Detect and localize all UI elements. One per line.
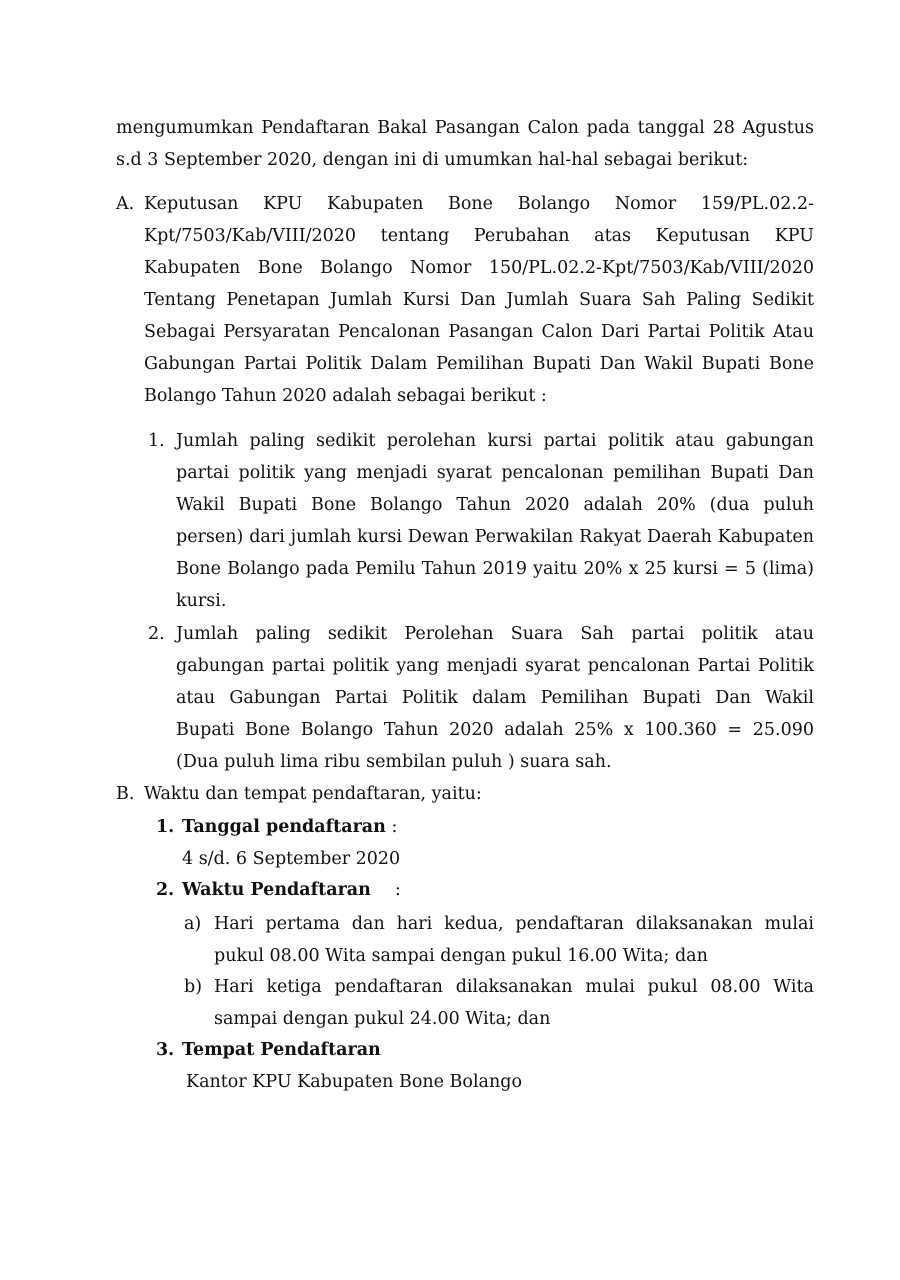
section-a-marker: A. <box>116 194 135 214</box>
item-line: kursi. <box>176 591 227 611</box>
item-label: Tempat Pendaftaran <box>182 1040 381 1060</box>
registration-place: Kantor KPU Kabupaten Bone Bolango <box>186 1072 522 1092</box>
item-colon: : <box>394 880 401 900</box>
letter-marker: a) <box>184 914 202 934</box>
letter-marker: b) <box>184 977 203 997</box>
section-a-line: Bolango Tahun 2020 adalah sebagai berikut : <box>144 386 547 406</box>
section-a-item-1 <box>148 425 814 617</box>
section-a-line: Sebagai Persyaratan Pencalonan Pasangan Calon Dari Partai Politik Atau <box>144 322 814 342</box>
section-a-line: Keputusan KPU Kabupaten Bone Bolango Nomor 159/PL.02.2- <box>144 194 814 214</box>
section-b-item-2 <box>156 874 814 906</box>
registration-date: 4 s/d. 6 September 2020 <box>182 849 401 869</box>
section-b-heading: Waktu dan tempat pendaftaran, yaitu: <box>144 784 482 804</box>
section-b-item-2b <box>184 971 814 1035</box>
section-a-text <box>144 188 814 412</box>
item-label: Waktu Pendaftaran <box>182 880 371 900</box>
item-marker: 2. <box>148 624 165 644</box>
section-b-item-3 <box>156 1034 814 1098</box>
letter-line: sampai dengan pukul 24.00 Wita; dan <box>214 1009 551 1029</box>
item-line: Wakil Bupati Bone Bolango Tahun 2020 adalah 20% (dua puluh <box>176 495 814 515</box>
item-line: partai politik yang menjadi syarat pencalonan pemilihan Bupati Dan <box>176 463 814 483</box>
item-marker: 1. <box>148 431 165 451</box>
item-line: Bone Bolango pada Pemilu Tahun 2019 yaitu 20% x 25 kursi = 5 (lima) <box>176 559 814 579</box>
item-line: Jumlah paling sedikit perolehan kursi partai politik atau gabungan <box>176 431 814 451</box>
section-b <box>116 778 814 810</box>
section-b-item-2a <box>184 908 814 972</box>
item-text <box>176 425 814 617</box>
item-marker: 1. <box>156 817 175 837</box>
item-line: atau Gabungan Partai Politik dalam Pemilihan Bupati Dan Wakil <box>176 688 814 708</box>
section-a-line: Kabupaten Bone Bolango Nomor 150/PL.02.2-Kpt/7503/Kab/VIII/2020 <box>144 258 814 278</box>
section-a-line: Tentang Penetapan Jumlah Kursi Dan Jumlah Suara Sah Paling Sedikit <box>144 290 814 310</box>
item-text <box>176 618 814 778</box>
section-a-line: Kpt/7503/Kab/VIII/2020 tentang Perubahan atas Keputusan KPU <box>144 226 814 246</box>
item-line: persen) dari jumlah kursi Dewan Perwakilan Rakyat Daerah Kabupaten <box>176 527 814 547</box>
section-a <box>116 188 814 412</box>
letter-line: pukul 08.00 Wita sampai dengan pukul 16.00 Wita; dan <box>214 946 708 966</box>
item-label: Tanggal pendaftaran <box>182 817 386 837</box>
intro-paragraph <box>116 112 814 176</box>
letter-line: Hari ketiga pendaftaran dilaksanakan mulai pukul 08.00 Wita <box>214 977 814 997</box>
letter-line: Hari pertama dan hari kedua, pendaftaran dilaksanakan mulai <box>214 914 814 934</box>
section-b-marker: B. <box>116 784 135 804</box>
section-a-item-2 <box>148 618 814 778</box>
item-line: gabungan partai politik yang menjadi syarat pencalonan Partai Politik <box>176 656 814 676</box>
item-line: Jumlah paling sedikit Perolehan Suara Sah partai politik atau <box>176 624 814 644</box>
section-a-line: Gabungan Partai Politik Dalam Pemilihan Bupati Dan Wakil Bupati Bone <box>144 354 814 374</box>
item-marker: 3. <box>156 1040 175 1060</box>
item-line: (Dua puluh lima ribu sembilan puluh ) suara sah. <box>176 752 612 772</box>
section-b-item-1 <box>156 811 814 875</box>
intro-line: s.d 3 September 2020, dengan ini di umumkan hal-hal sebagai berikut: <box>116 150 749 170</box>
item-colon: : <box>385 817 398 837</box>
item-marker: 2. <box>156 880 175 900</box>
intro-line: mengumumkan Pendaftaran Bakal Pasangan Calon pada tanggal 28 Agustus <box>116 118 814 138</box>
item-line: Bupati Bone Bolango Tahun 2020 adalah 25% x 100.360 = 25.090 <box>176 720 814 740</box>
